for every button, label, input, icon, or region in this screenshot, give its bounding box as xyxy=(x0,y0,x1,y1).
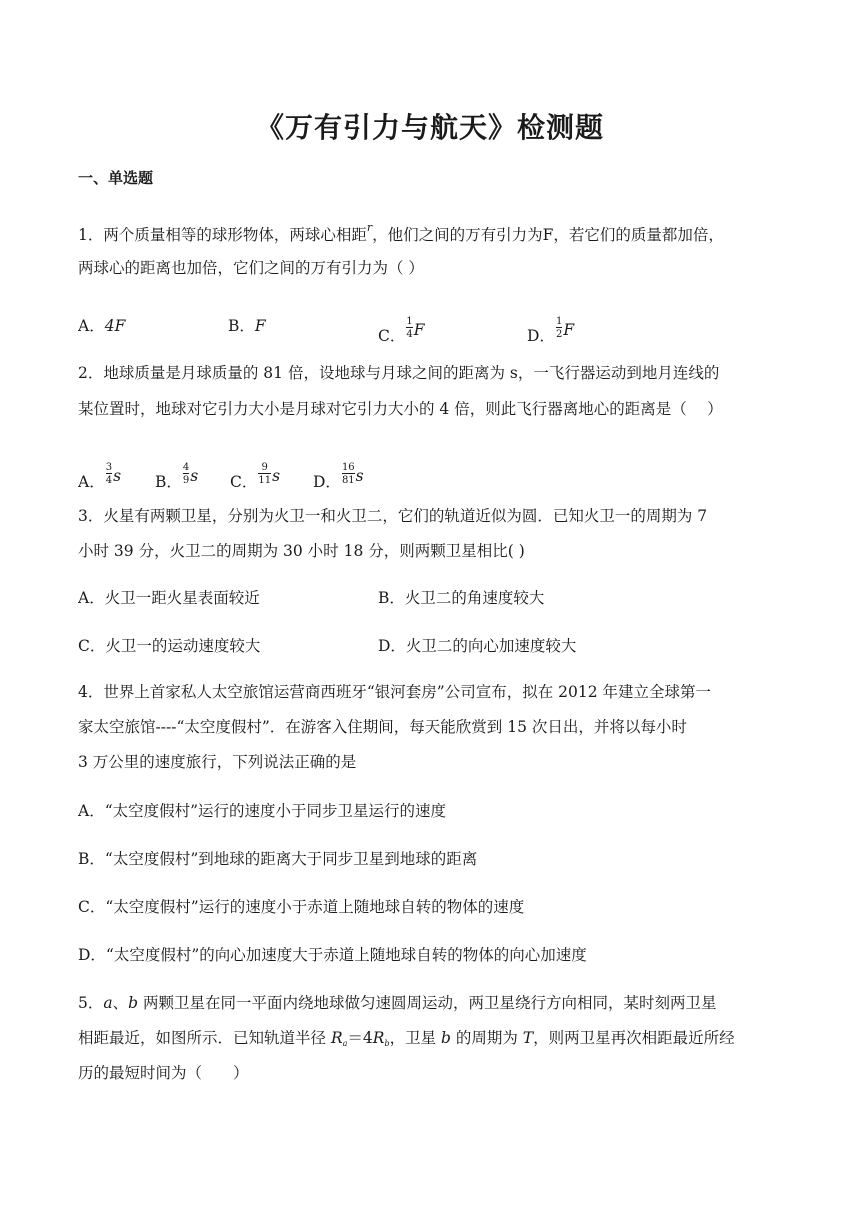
option-label: A． xyxy=(78,317,105,335)
q3-option-d: D．火卫二的向心加速度较大 xyxy=(378,637,577,655)
fraction xyxy=(406,316,412,340)
option-label: D． xyxy=(527,327,555,345)
q5-b-symbol: b xyxy=(128,994,139,1012)
fraction xyxy=(258,462,271,486)
numerator: 9 xyxy=(261,462,268,473)
question-1-line-1 xyxy=(78,218,724,245)
option-expr: F xyxy=(254,317,266,335)
q1-text-a: 1．两个质量相等的球形物体，两球心相距 xyxy=(78,226,367,244)
option-var: s xyxy=(355,467,364,485)
option-expr: 4F xyxy=(104,317,126,335)
q4-option-c: C．“太空度假村”运行的速度小于赤道上随地球自转的物体的速度 xyxy=(78,898,525,916)
q5-number: 5． xyxy=(78,994,104,1012)
q5-text-b: 相距最近，如图所示．已知轨道半径 xyxy=(78,1029,331,1047)
q5-rb-symbol: R xyxy=(372,1029,385,1047)
question-2-line-1: 2．地球质量是月球质量的 81 倍，设地球与月球之间的距离为 s，一飞行器运动到地月连线的 xyxy=(78,364,720,382)
q5-equals: ＝4 xyxy=(347,1029,373,1047)
question-4-line-1: 4．世界上首家私人太空旅馆运营商西班牙“银河套房”公司宣布，拟在 2012 年建立全球第一 xyxy=(78,683,712,701)
option-label: B． xyxy=(228,317,255,335)
q1-option-a xyxy=(78,316,125,336)
option-label: C． xyxy=(230,473,258,491)
q5-text-a: 两颗卫星在同一平面内绕地球做匀速圆周运动，两卫星绕行方向相同，某时刻两卫星 xyxy=(138,994,717,1012)
denominator: 11 xyxy=(258,475,272,486)
q2-option-a xyxy=(78,462,121,492)
option-label: B． xyxy=(155,473,182,491)
page-title: 《万有引力与航天》检测题 xyxy=(255,111,604,144)
q3-option-c: C．火卫一的运动速度较大 xyxy=(78,637,261,655)
q1-option-c xyxy=(378,316,425,346)
option-var: F xyxy=(563,321,575,339)
option-label: D． xyxy=(313,473,341,491)
fraction xyxy=(106,462,112,486)
question-4-line-3: 3 万公里的速度旅行，下列说法正确的是 xyxy=(78,753,357,771)
question-5-line-2 xyxy=(78,1028,735,1054)
question-1-line-2: 两球心的距离也加倍，它们之间的万有引力为（ ） xyxy=(78,259,424,277)
question-5-line-3: 历的最短时间为（ ） xyxy=(78,1064,249,1082)
q5-rb-subscript: b xyxy=(384,1039,390,1048)
question-2-line-2: 某位置时，地球对它引力大小是月球对它引力大小的 4 倍，则此飞行器离地心的距离是（ ） xyxy=(78,400,723,418)
q1-text-b: ，他们之间的万有引力为F，若它们的质量都加倍， xyxy=(372,226,724,244)
q1-option-b xyxy=(228,316,266,336)
q5-text-d: 的周期为 xyxy=(450,1029,523,1047)
numerator: 4 xyxy=(182,462,190,473)
q2-option-d xyxy=(313,462,364,492)
q3-option-a: A．火卫一距火星表面较近 xyxy=(78,589,260,607)
option-label: A． xyxy=(78,473,105,491)
q1-option-d xyxy=(527,316,574,346)
numerator: 1 xyxy=(406,316,413,327)
question-3-line-2: 小时 39 分，火卫二的周期为 30 小时 18 分，则两颗卫星相比( ) xyxy=(78,542,525,560)
q5-separator: 、 xyxy=(112,994,129,1012)
q3-option-b: B．火卫二的角速度较大 xyxy=(378,589,545,607)
q4-option-b: B．“太空度假村”到地球的距离大于同步卫星到地球的距离 xyxy=(78,850,478,868)
denominator: 2 xyxy=(555,329,563,340)
option-var: s xyxy=(272,467,281,485)
fraction xyxy=(342,462,355,486)
option-var: s xyxy=(113,467,122,485)
denominator: 81 xyxy=(341,475,355,486)
denominator: 9 xyxy=(182,475,190,486)
option-var: F xyxy=(413,321,425,339)
denominator: 4 xyxy=(406,329,413,340)
q1-r-symbol: r xyxy=(366,221,373,234)
q5-text-c: ，卫星 xyxy=(389,1029,441,1047)
q4-option-a: A．“太空度假村”运行的速度小于同步卫星运行的速度 xyxy=(78,802,447,820)
q5-t-symbol: T xyxy=(522,1029,534,1047)
q5-ra-symbol: R xyxy=(330,1029,343,1047)
q2-option-b xyxy=(155,462,198,492)
numerator: 1 xyxy=(555,316,563,327)
question-5-line-1 xyxy=(78,993,717,1013)
q2-option-c xyxy=(230,462,280,492)
q5-ra-subscript: a xyxy=(342,1039,348,1048)
denominator: 4 xyxy=(105,475,113,486)
fraction xyxy=(183,462,189,486)
question-4-line-2: 家太空旅馆----“太空度假村”．在游客入住期间，每天能欣赏到 15 次日出，并将以每小时 xyxy=(78,718,687,736)
q4-option-d: D．“太空度假村”的向心加速度大于赤道上随地球自转的物体的向心加速度 xyxy=(78,946,587,964)
fraction xyxy=(556,316,562,340)
q5-b-symbol-2: b xyxy=(441,1029,451,1047)
numerator: 3 xyxy=(105,462,113,473)
option-var: s xyxy=(190,467,199,485)
section-heading: 一、单选题 xyxy=(78,169,154,187)
numerator: 16 xyxy=(341,462,355,473)
question-3-line-1: 3．火星有两颗卫星，分别为火卫一和火卫二，它们的轨道近似为圆．已知火卫一的周期为 7 xyxy=(78,507,708,525)
q5-a-symbol: a xyxy=(103,994,113,1012)
q5-text-e: ，则两卫星再次相距最近所经 xyxy=(533,1029,735,1047)
option-label: C． xyxy=(378,327,406,345)
